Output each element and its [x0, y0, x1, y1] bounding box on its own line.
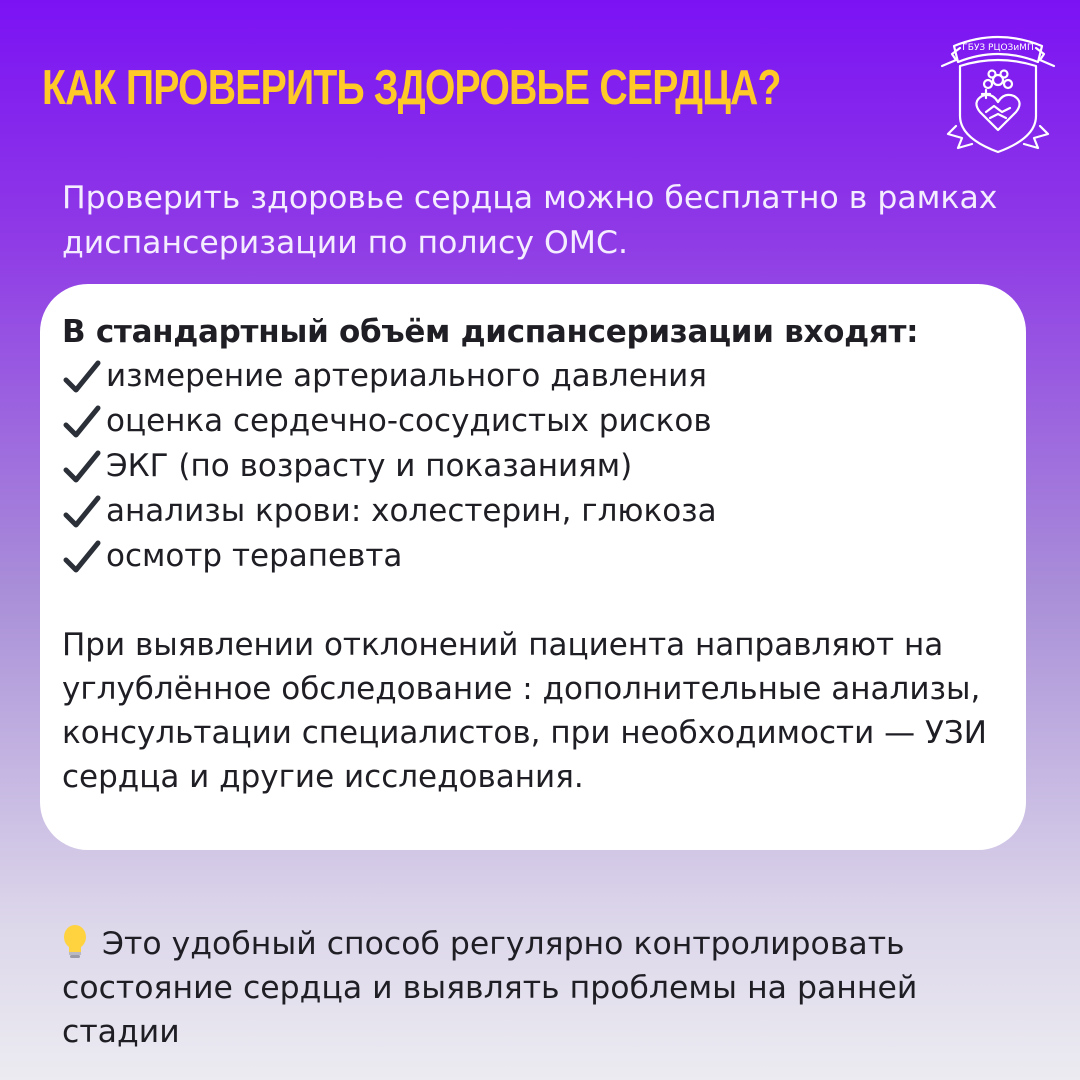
checkmark-icon [62, 359, 102, 395]
checklist [62, 354, 1026, 579]
checklist-item-label: оценка сердечно-сосудистых рисков [106, 403, 712, 439]
checkmark-icon [62, 494, 102, 530]
checklist-item-label: измерение артериального давления [106, 358, 707, 394]
logo-text: ГБУЗ РЦОЗиМП [962, 43, 1034, 53]
checklist-item [62, 399, 1026, 444]
checklist-item [62, 444, 1026, 489]
card-paragraph: При выявлении отклонений пациента направляют на углублённое обследование : дополнительные анализы, консультации специалистов, при необходимости — УЗИ сердца и другие исследования. [62, 627, 987, 795]
checklist-item [62, 489, 1026, 534]
checklist-item-label: ЭКГ (по возрасту и показаниям) [106, 448, 633, 484]
footer-text: Это удобный способ регулярно контролировать состояние сердца и выявлять проблемы на ранней стадии [62, 926, 918, 1050]
footer-note [62, 922, 1022, 1054]
info-card [40, 284, 1026, 850]
organization-logo [936, 20, 1060, 160]
checklist-item-label: осмотр терапевта [106, 538, 403, 574]
lightbulb-icon [62, 924, 88, 960]
intro-text: Проверить здоровье сердца можно бесплатно в рамках диспансеризации по полису ОМС. [62, 180, 998, 261]
checkmark-icon [62, 539, 102, 575]
page-title: КАК ПРОВЕРИТЬ ЗДОРОВЬЕ СЕРДЦА? [42, 61, 781, 115]
checklist-item [62, 534, 1026, 579]
checklist-item-label: анализы крови: холестерин, глюкоза [106, 493, 717, 529]
checkmark-icon [62, 404, 102, 440]
card-heading: В стандартный объём диспансеризации входят: [62, 314, 919, 350]
organization-emblem-icon [936, 20, 1060, 160]
checklist-item [62, 354, 1026, 399]
checkmark-icon [62, 449, 102, 485]
